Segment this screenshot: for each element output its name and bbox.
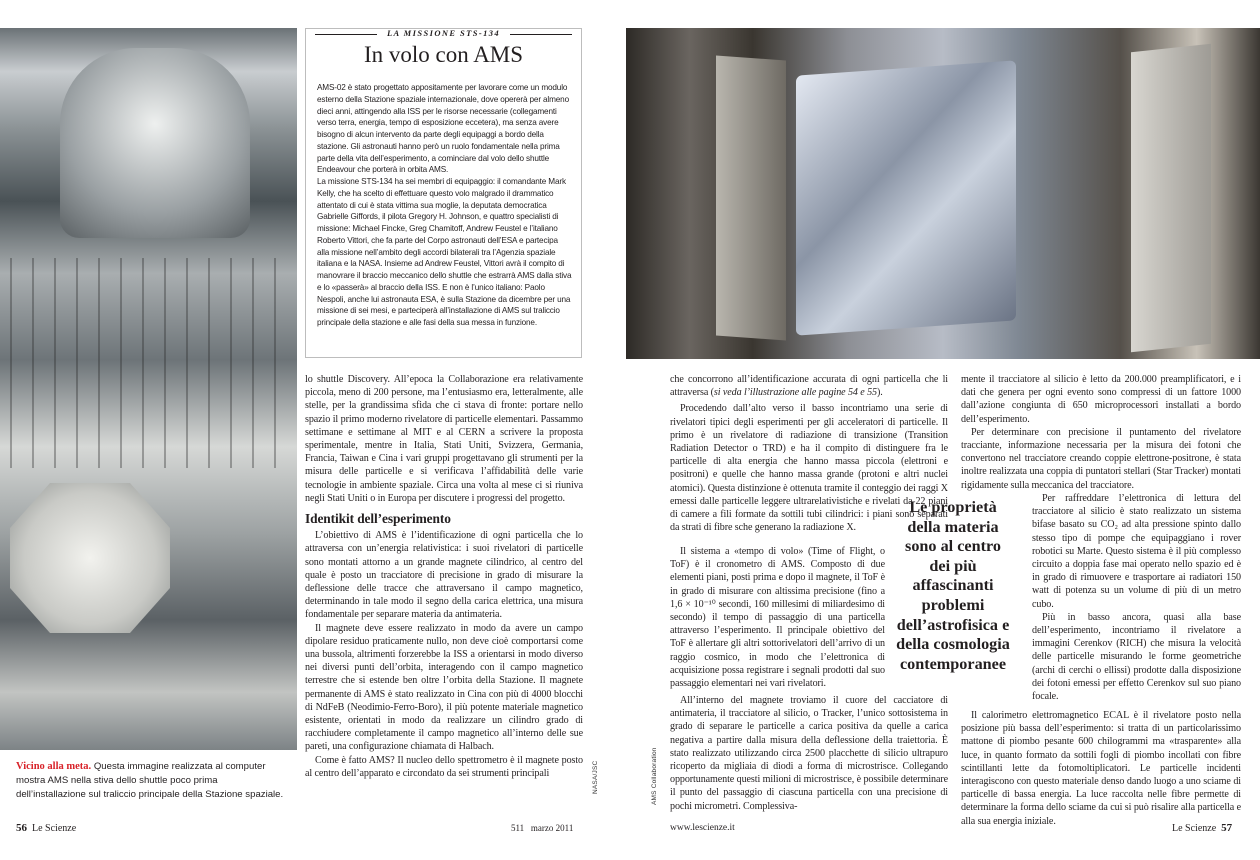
detector-left-panel [716,56,786,341]
paragraph: Per raffreddare l’elettronica di lettura del tracciatore al silicio è stato realizzato un sistema bifase basato su CO₂ ad alta pressione spinto dallo stesso tipo di pompe che equipaggiano i rover robotici su Marte. Questo sistema è il più complesso circuito a doppia fase mai operato nello spazio ed è in grado di rimuovere e trasportare ai radiatori 150 watt di potenza su un volume di più di un metro cubo. [1032,493,1241,610]
box-title: In volo con AMS [363,42,524,67]
page-number: 57 [1221,822,1233,834]
pull-quote: Le proprietà della materia sono al centro dei più affascinanti problemi dell’astrofisica e della cosmologia contemporanee [896,498,1010,673]
box-body [317,82,572,329]
iss-module-shape [60,48,250,238]
text-run: Procedendo dall’alto verso il basso incontriamo una serie di rivelatori tipici degli esperimenti per gli acceleratori di particelle. Il primo è un rivelatore di radiazione di transizione (Transition Radiation Detector o TRD) e ha il compito di distinguere fra le particelle di alta energia che hanno massa piccola (elettroni e positroni) e quelle che hanno massa grande (protoni e altri nuclei atomici). Questa distinzione è ottenuta tramite il conteggio dei raggi X emessi dalle particelle leggere ultrarelativistiche e rivelati da 22 piani di camere a fili formate da sottili tubi cilindrici: i piani sono separati da strati di fibre sche generano la radiazione X. [670,403,948,534]
cargo-bay-rails [10,258,290,468]
right-column-1-bottom [670,694,948,813]
paragraph: All’interno del magnete troviamo il cuore del cacciatore di antimateria, il tracciatore al silicio, o Tracker, l’unico sottosistema in grado di separare le particelle a carica positiva da quelle a carica negativa a partire dalla misura della deflessione della traiettoria. È stato realizzato utilizzando circa 2500 placchette di silicio ultrapuro ricoperto da migliaia di diodi a forma di microstrisce. Collegando opportunamente questi milioni di microstrisce, è possibile determinare il punto del passaggio di ciascuna particella con una precisione di pochi micrometri. Complessiva- [670,695,948,812]
folio-right [1172,822,1232,834]
photo-credit: AMS Collaboration [651,747,658,805]
right-column-2-top [961,373,1241,492]
caption-text: Questa immagine realizzata al computer mostra AMS nella stiva dello shuttle poco prima dell’installazione sul traliccio principale della Stazione spaziale. [16,761,284,800]
paragraph: lo shuttle Discovery. All’epoca la Collaborazione era relativamente piccola, meno di 200 persone, ma l’entusiasmo era, letteralmente, alle stelle, per la grandissima sfida che ci stava di fronte: portare nello spazio il primo moderno rivelatore di particelle elementari. Passammo settimane e settimane al MIT e al CERN a scrivere la proposta sperimentale, mentre in Italia, Stati Uniti, Svizzera, Germania, Francia, Taiwan e Cina i vari gruppi progettavano gli strumenti per la misura delle particelle e si verificava l’affidabilità delle varie tecnologie in ambiente spaziale. Circa una volta al mese ci si riuniva negli Stati Uniti o in Europa per discutere i progressi del progetto. [305,374,583,504]
box-paragraph: AMS-02 è stato progettato appositamente per lavorare come un modulo esterno della Stazione spaziale internazionale, dove opererà per almeno dieci anni, attingendo alla ISS per le risorse necessarie (collegamenti verso terra, energia, tempo di esposizione eccetera), ma senza avere bisogno di alcun intervento da parte degli equipaggi a bordo della stazione. Gli astronauti hanno però un ruolo fondamentale nella prima parte della vita dell’esperimento, a cominciare dal volo dello shuttle Endeavour che porterà in orbita AMS. [317,83,569,175]
magazine-name: Le Scienze [1172,823,1217,834]
folio-left [16,822,76,834]
text-run: ). [877,387,883,399]
paragraph: Come è fatto AMS? Il nucleo dello spettrometro è il magnete posto al centro dell’apparato e circondato da sei strumenti principali [305,754,583,779]
figure-reference: si veda l’illustrazione alle pagine 54 e 55 [713,387,877,399]
paragraph: Per determinare con precisione il puntamento del rivelatore tracciante, informazione necessaria per la misura dei fotoni che convertono nel tracciatore creando coppie elettrone-positrone, è stata inoltre realizzata una coppia di puntatori stellari (Star Tracker) montati rigidamente sulla meccanica del tracciatore. [961,426,1241,491]
paragraph [670,373,948,399]
box-paragraph: La missione STS-134 ha sei membri di equipaggio: il comandante Mark Kelly, che ha scelto di effettuare questo volo malgrado il drammatico attentato di cui è stata vittima sua moglie, la deputata democratica Gabrielle Giffords, il pilota Gregory H. Johnson, e quattro specialisti di missione: Michael Fincke, Greg Chamitoff, Andrew Feustel e l’italiano Roberto Vittori, che fa parte del Corpo astronauti dell’ESA e partecipa alla missione nell’ambito degli accordi bilaterali tra l’Agenzia spaziale italiana e la NASA. Insieme ad Andrew Feustel, Vittori avrà il compito di manovrare il braccio meccanico dello shuttle che estrarrà AMS dalla stiva e lo «passerà» al braccio della ISS. E non è l’unico italiano: Paolo Nespoli, anche lui astronauta ESA, è sulla Stazione da dicembre per una missione di sei mesi, e parteciperà all’installazione di AMS sul traliccio principale della stazione e alle fasi della sua messa in funzione. [317,177,572,327]
box-kicker: LA MISSIONE STS-134 [386,28,501,38]
right-column-2-bottom [961,709,1241,828]
issue-date: marzo 2011 [530,823,574,833]
text-run: che concorrono all’identificazione accurata di ogni particella che li attraversa ( [670,374,948,399]
photo-credit: NASA/JSC [592,760,599,794]
left-column [305,373,583,780]
caption-highlight: Vicino alla meta. [16,761,92,772]
paragraph: Il sistema a «tempo di volo» (Time of Flight, o ToF) è il cronometro di AMS. Composto di due elementi piani, posti prima e dopo il magnete, il ToF è in grado di misurare con altissima precisione (fino a 1,6 × 10⁻¹⁰ secondi, 160 millesimi di miliardesimo di secondo) il tempo di passaggio di una particella attraverso l’esperimento. Il principale obiettivo del ToF è allertare gli altri sottorivelatori dell’arrivo di un raggio cosmico, in modo che l’elettronica di acquisizione possa registrare i segnali prodotti dal suo passaggio elementari nei vari rivelatori. [670,546,885,690]
right-column-2-narrow [1032,492,1241,703]
ams-detector-photo [626,28,1260,359]
folio-url: www.lescienze.it [670,823,735,833]
folio-issue [511,823,573,833]
image-caption [16,760,286,802]
detector-right-panel [1131,44,1211,352]
ams-detector-shape [10,483,170,633]
page-number: 56 [16,822,27,834]
issue-number: 511 [511,823,525,833]
paragraph: Il calorimetro elettromagnetico ECAL è il rivelatore posto nella posizione più bassa dell’esperimento: si tratta di un particolarissimo mattone di piombo pesante 600 chilogrammi ma «trasparente» alla luce, in quanto formato da sottili fogli di piombo incollati con fibre scintillanti lette da fotomoltiplicatori. Le particelle incidenti interagiscono con questo materiale denso dando luogo a uno sciame di particelle di bassa energia. La luce raccolta nelle fibre permette di determinare la forma dello sciame da cui si può risalire alla particella e alla sua energia iniziale. [961,710,1241,827]
paragraph: Il magnete deve essere realizzato in modo da avere un campo dipolare residuo praticamente nullo, non deve cioè comportarsi come una bussola, altrimenti forzerebbe la ISS a orientarsi in modo diverso nei diversi punti dell’orbita, interagendo con il campo magnetico terrestre che si estende ben oltre l’orbita della Stazione. Il magnete permanente di AMS è stato realizzato in Cina con più di 4000 blocchi di NdFeB (Neodimio-Ferro-Boro), il più potente materiale magnetico esistente, orientati in modo da realizzare un cilindro grado di racchiudere completamente il campo magnetico all’interno delle sue pareti, una configurazione chiamata di Halbach. [305,622,583,753]
space-shuttle-bay-image [0,28,297,750]
paragraph: L’obiettivo di AMS è l’identificazione di ogni particella che lo attraversa con un’energia relativistica: i suoi rivelatori di particelle sono montati attorno a un grande magnete cilindrico, al centro del quale è posto un tracciatore di precisione in grado di misurare la deflessione delle tracce che attraversano il campo magnetico, determinando in tale modo il segno della carica elettrica, una misura fondamentale per separare materia da antimateria. [305,530,583,621]
paragraph: mente il tracciatore al silicio è letto da 200.000 preamplificatori, e i dati che genera per ogni evento sono compressi di un fattore 1000 dall’azione congiunta di 650 microprocessori installati a bordo dell’esperimento. [961,374,1241,425]
section-heading: Identikit dell’esperimento [305,511,451,527]
paragraph: Più in basso ancora, quasi alla base dell’esperimento, incontriamo il rivelatore a immagini Cerenkov (RICH) che misura la velocità delle particelle misurando le forme geometriche (archi di cerchi o ellissi) prodotte dalla disposizione dei fotoni emessi per effetto Cerenkov sul suo piano focale. [1032,611,1241,703]
detector-reflective-surface [796,60,1016,335]
magazine-name: Le Scienze [32,823,77,834]
right-column-1-narrow [670,545,885,690]
